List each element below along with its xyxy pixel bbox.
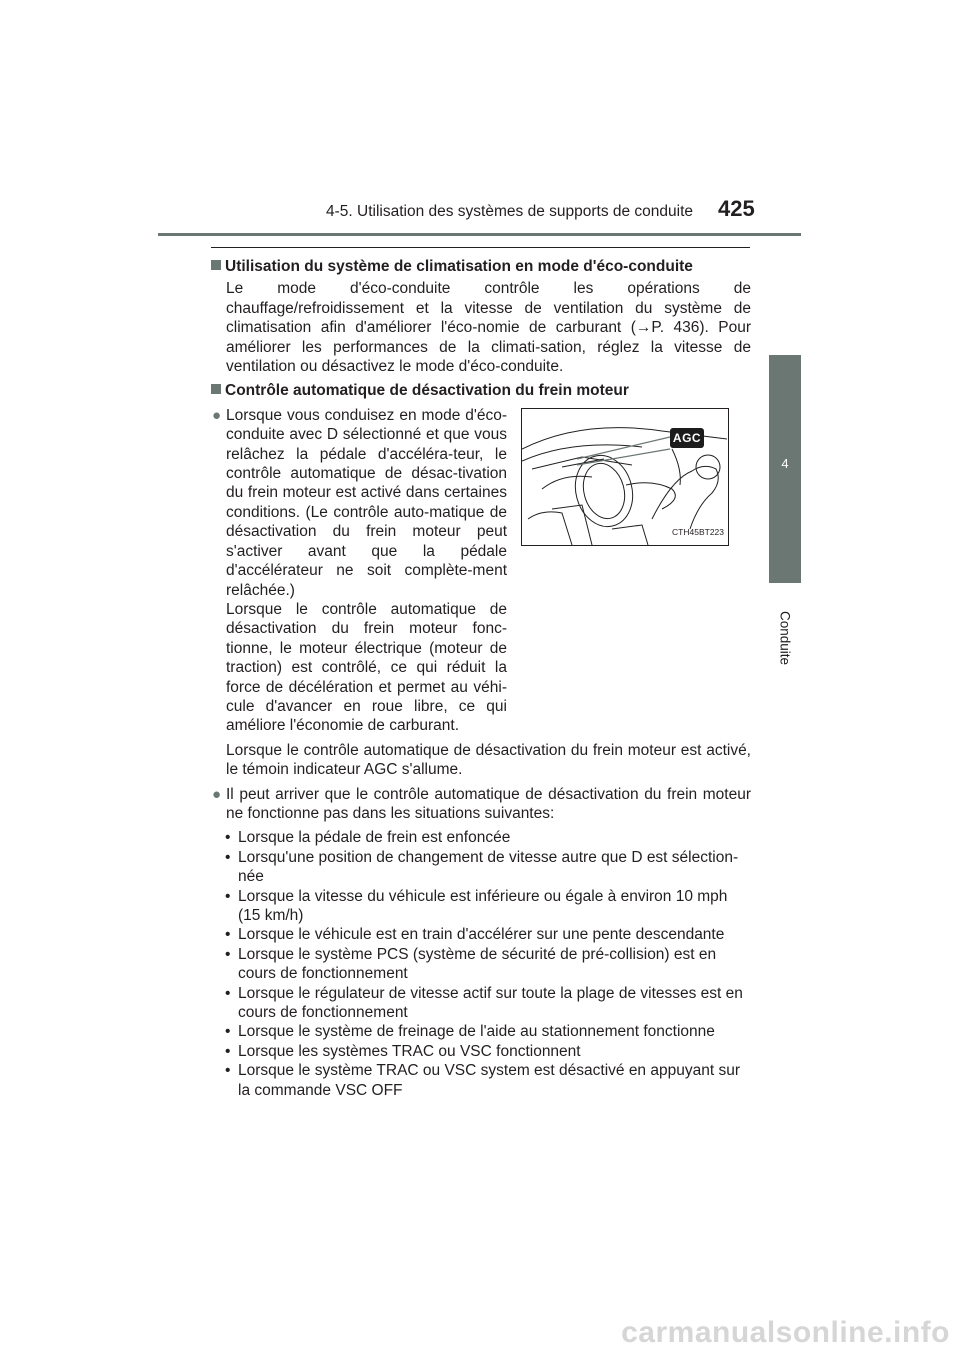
list-item: • Lorsque les systèmes TRAC ou VSC fonctionnent — [211, 1042, 751, 1061]
section-heading-eco-ac — [211, 257, 751, 276]
paragraph-eco-ac: Le mode d'éco-conduite contrôle les opérations de chauffage/refroidissement et la vitesse de ventilation du système de climatisation afin d'améliorer l'éco-nomie de carburant (→P. 436). Pour améliorer les performances de la climati-sation, réglez la vitesse de ventilation ou désactivez le mode d'éco-conduite. — [226, 280, 751, 376]
paragraph-agc-activation: Lorsque vous conduisez en mode d'éco-conduite avec D sélectionné et que vous relâchez la pédale d'accéléra-teur, le contrôle automatique de désac-tivation du frein moteur est activé dans certaines conditions. (Le contrôle auto-matique de désactivation du frein moteur peut s'activer avant que la pédale d'accélérateur ne soit complète-ment relâchée.) — [226, 406, 507, 599]
paragraph-agc-operation: Lorsque le contrôle automatique de désactivation du frein moteur fonc-tionne, le moteur électrique (moteur de traction) est contrôlé, ce qui réduit la force de décélération et permet au véhi-cule d'avancer en roue libre, ce qui améliore l'économie de carburant. — [226, 600, 507, 735]
running-header-section: 4-5. Utilisation des systèmes de supports de conduite — [326, 203, 694, 220]
page-number: 425 — [718, 196, 755, 221]
round-bullet-icon: ● — [212, 406, 222, 424]
bullet-item — [211, 406, 507, 736]
paragraph-agc-indicator: Lorsque le contrôle automatique de désactivation du frein moteur est activé, le témoin indicateur AGC s'allume. — [226, 741, 751, 779]
content-top-rule — [211, 247, 750, 248]
condition-list — [211, 828, 751, 1100]
list-item: • Lorsque la pédale de frein est enfoncée — [211, 828, 751, 847]
list-item: • Lorsque le système PCS (système de sécurité de pré-collision) est en cours de fonctionnement — [211, 945, 751, 984]
list-item: • Lorsque le système de freinage de l'aide au stationnement fonctionne — [211, 1022, 751, 1041]
page-body — [211, 257, 751, 1100]
chapter-tab-number: 4 — [781, 456, 789, 471]
section-heading-eco-ac-text: Utilisation du système de climatisation en mode d'éco-conduite — [225, 258, 693, 275]
paragraph-agc-limitations: Il peut arriver que le contrôle automatique de désactivation du frein moteur ne fonctionne pas dans les situations suivantes: — [226, 785, 751, 822]
list-item: • Lorsque le véhicule est en train d'accélérer sur une pente descendante — [211, 925, 751, 944]
list-item: • Lorsque la vitesse du véhicule est inférieure ou égale à environ 10 mph (15 km/h) — [211, 887, 751, 926]
figure-code: CTH45BT223 — [672, 527, 724, 538]
chapter-tab-label-text: Conduite — [777, 610, 793, 666]
bullet-agc-activation — [211, 406, 751, 736]
agc-illustration — [521, 408, 729, 546]
square-bullet-icon — [211, 260, 221, 270]
list-item: • Lorsque le régulateur de vitesse actif sur toute la plage de vitesses est en cours de fonctionnement — [211, 984, 751, 1023]
section-heading-agc-text: Contrôle automatique de désactivation du frein moteur — [225, 382, 629, 400]
agc-indicator-badge: AGC — [670, 428, 704, 448]
section-heading-agc — [211, 381, 751, 400]
list-item: • Lorsqu'une position de changement de vitesse autre que D est sélection-née — [211, 848, 751, 887]
header-rule — [158, 233, 801, 236]
chapter-tab-label — [769, 583, 801, 693]
square-bullet-icon — [211, 384, 221, 394]
round-bullet-icon: ● — [212, 785, 222, 803]
bullet-item — [211, 785, 751, 824]
list-item: • Lorsque le système TRAC ou VSC system est désactivé en appuyant sur la commande VSC OFF — [211, 1061, 751, 1100]
watermark: carmanualsonline.info — [621, 1316, 950, 1349]
